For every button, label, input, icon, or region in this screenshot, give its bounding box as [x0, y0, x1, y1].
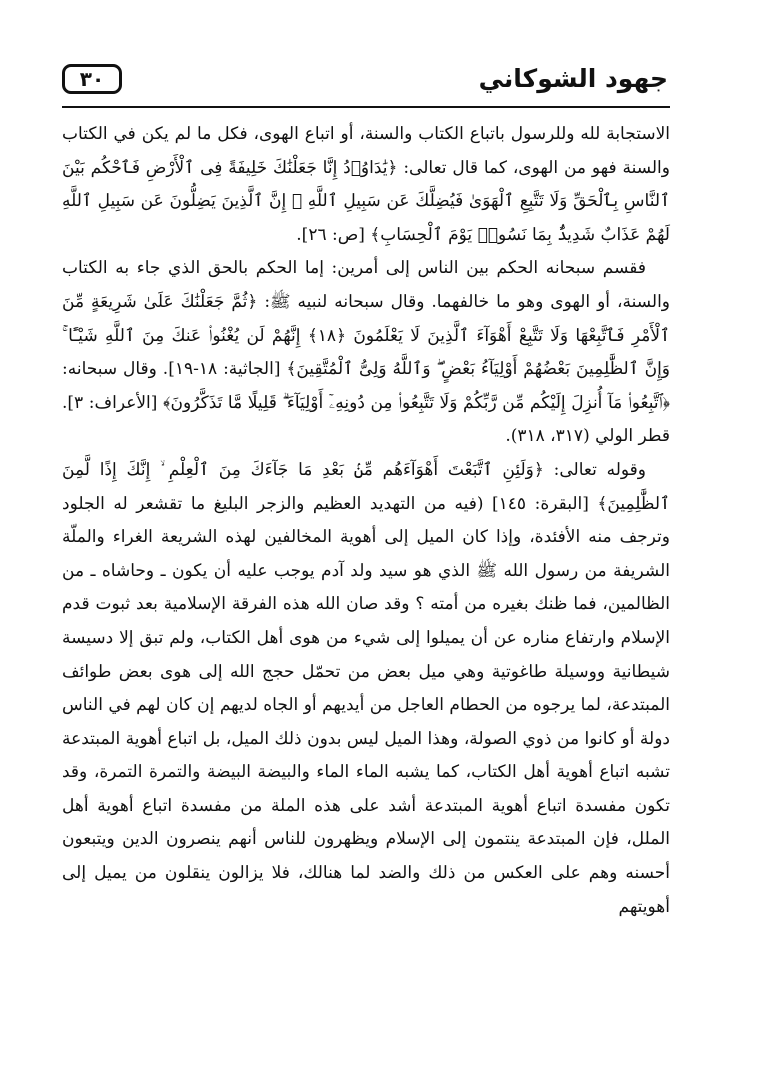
page-body — [62, 118, 670, 924]
page-number: ٣٠ — [79, 67, 105, 91]
paragraph-3: وقوله تعالى: ﴿وَلَئِنِ ٱتَّبَعْتَ أَهْوَآءَهُم مِّنۢ بَعْدِ مَا جَآءَكَ مِنَ ٱلْعِلْمِ ۙ إِنَّكَ إِذًا لَّمِنَ ٱلظَّٰلِمِينَ﴾ [البقرة: ١٤٥] (فيه من التهديد العظيم والزجر البليغ ما تقشعر له الجلود وترجف منه الأفئدة، وإذا كان الميل إلى أهوية المخالفين لهذه الشريعة الغراء والملّة الشريفة من رسول الله ﷺ الذي هو سيد ولد آدم يوجب عليه أن يكون ـ وحاشاه ـ من الظالمين، فما ظنك بغيره من أمته ؟ وقد صان الله هذه الفرقة الإسلامية بعد ثبوت قدم الإسلام وارتفاع مناره عن أن يميلوا إلى شيء من هوى أهل الكتاب، ولم تبق إلا دسيسة شيطانية ووسيلة طاغوتية وهي ميل بعض من تحمّل حجج الله إلى هوى بعض طوائف المبتدعة، لما يرجوه من الحطام العاجل من أيديهم أو الجاه لديهم إن كان لهم في الناس دولة أو كانوا من ذوي الصولة، وهذا الميل ليس بدون ذلك الميل، بل اتباع أهوية المبتدعة تشبه اتباع أهوية أهل الكتاب، كما يشبه الماء الماء والبيضة البيضة والتمرة التمرة، وقد تكون مفسدة اتباع أهوية المبتدعة أشد على هذه الملة من مفسدة اتباع أهوية أهل الملل، فإن المبتدعة ينتمون إلى الإسلام ويظهرون للناس أنهم ينصرون الدين ويتبعون أحسنه وهم على العكس من ذلك والضد لما هنالك، فلا يزالون ينقلون من يميل إلى أهويتهم — [62, 459, 670, 917]
page-header — [62, 62, 670, 106]
paragraph-1: الاستجابة لله وللرسول باتباع الكتاب والسنة، أو اتباع الهوى، فكل ما لم يكن في الكتاب والسنة فهو من الهوى، كما قال تعالى: ﴿يَٰدَاوُۥدُ إِنَّا جَعَلْنَٰكَ خَلِيفَةً فِى ٱلْأَرْضِ فَٱحْكُم بَيْنَ ٱلنَّاسِ بِٱلْحَقِّ وَلَا تَتَّبِعِ ٱلْهَوَىٰ فَيُضِلَّكَ عَن سَبِيلِ ٱللَّهِ ۚ إِنَّ ٱلَّذِينَ يَضِلُّونَ عَن سَبِيلِ ٱللَّهِ لَهُمْ عَذَابٌ شَدِيدٌۢ بِمَا نَسُوا۟ يَوْمَ ٱلْحِسَابِ﴾ [ص: ٢٦]. — [62, 124, 670, 245]
paragraph-2: فقسم سبحانه الحكم بين الناس إلى أمرين: إما الحكم بالحق الذي جاء به الكتاب والسنة، أو الهوى وهو ما خالفهما. وقال سبحانه لنبيه ﷺ: ﴿ثُمَّ جَعَلْنَٰكَ عَلَىٰ شَرِيعَةٍ مِّنَ ٱلْأَمْرِ فَٱتَّبِعْهَا وَلَا تَتَّبِعْ أَهْوَآءَ ٱلَّذِينَ لَا يَعْلَمُونَ ﴿١٨﴾ إِنَّهُمْ لَن يُغْنُوا۟ عَنكَ مِنَ ٱللَّهِ شَيْـًٔا ۚ وَإِنَّ ٱلظَّٰلِمِينَ بَعْضُهُمْ أَوْلِيَآءُ بَعْضٍ ۖ وَٱللَّهُ وَلِىُّ ٱلْمُتَّقِينَ﴾ [الجاثية: ١٨-١٩]. وقال سبحانه: ﴿ٱتَّبِعُوا۟ مَآ أُنزِلَ إِلَيْكُم مِّن رَّبِّكُمْ وَلَا تَتَّبِعُوا۟ مِن دُونِهِۦٓ أَوْلِيَآءَ ۗ قَلِيلًا مَّا تَذَكَّرُونَ﴾ [الأعراف: ٣]. قطر الولي (٣١٧، ٣١٨). — [62, 258, 671, 447]
page-number-box — [62, 64, 122, 94]
header-rule — [62, 106, 670, 108]
running-title: جهود الشوكاني — [478, 64, 668, 93]
